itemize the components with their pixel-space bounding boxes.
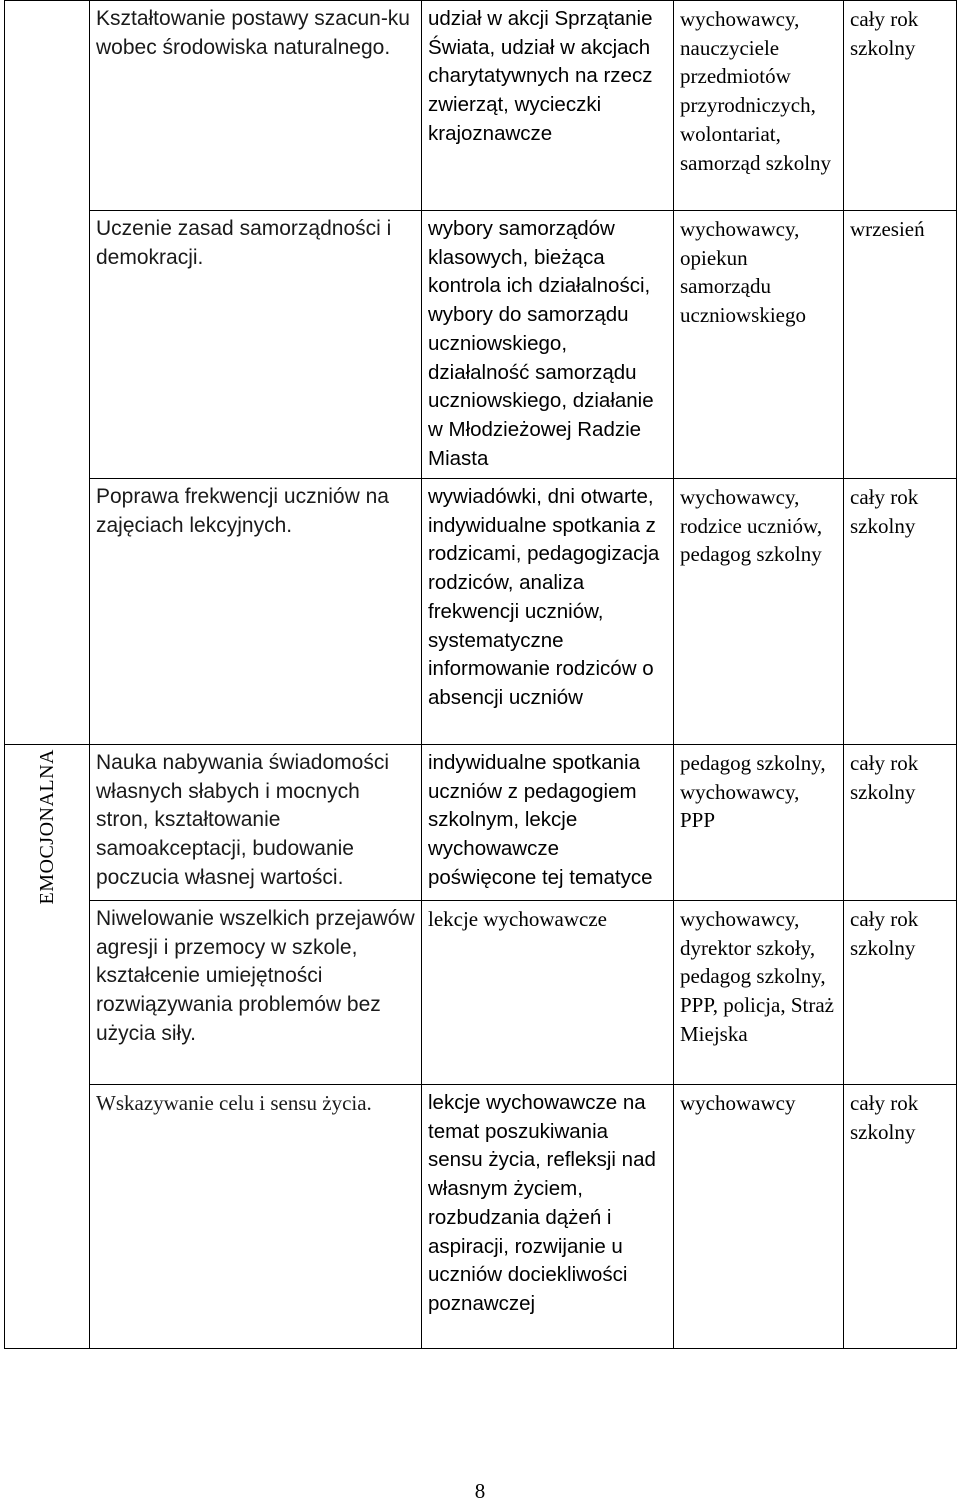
table-row <box>5 901 957 1085</box>
page-number: 8 <box>474 1479 486 1503</box>
responsible-cell: wychowawcy, rodzice uczniów, pedagog szkolny <box>674 479 844 745</box>
table-row <box>5 479 957 745</box>
table-row <box>5 211 957 479</box>
area-label: EMOCJONALNA <box>35 749 58 905</box>
table-row <box>5 745 957 901</box>
forms-cell: indywidualne spotkania uczniów z pedagogiem szkolnym, lekcje wychowawcze poświęcone tej tematyce <box>422 745 674 901</box>
responsible-cell: wychowawcy, opiekun samorządu uczniowskiego <box>674 211 844 479</box>
term-cell: cały rok szkolny <box>844 745 957 901</box>
educational-plan-table <box>4 0 957 1349</box>
area-cell-continued <box>5 479 90 745</box>
term-cell: cały rok szkolny <box>844 479 957 745</box>
term-cell: cały rok szkolny <box>844 901 957 1085</box>
responsible-cell: wychowawcy, nauczyciele przedmiotów przyrodniczych, wolontariat, samorząd szkolny <box>674 1 844 211</box>
forms-cell: wybory samorządów klasowych, bieżąca kontrola ich działalności, wybory do samorządu uczniowskiego, działalność samorządu uczniowskiego, działanie w Młodzieżowej Radzie Miasta <box>422 211 674 479</box>
goal-cell: Poprawa frekwencji uczniów na zajęciach lekcyjnych. <box>90 479 422 745</box>
responsible-cell: wychowawcy <box>674 1085 844 1349</box>
area-cell-emocjonalna <box>5 745 90 1349</box>
goal-cell: Niwelowanie wszelkich przejawów agresji i przemocy w szkole, kształcenie umiejętności rozwiązywania problemów bez użycia siły. <box>90 901 422 1085</box>
table-row <box>5 1085 957 1349</box>
term-cell: cały rok szkolny <box>844 1085 957 1349</box>
area-cell-continued <box>5 211 90 479</box>
forms-cell: wywiadówki, dni otwarte, indywidualne spotkania z rodzicami, pedagogizacja rodziców, analiza frekwencji uczniów, systematyczne informowanie rodziców o absencji uczniów <box>422 479 674 745</box>
goal-cell: Kształtowanie postawy szacun-ku wobec środowiska naturalnego. <box>90 1 422 211</box>
forms-cell: udział w akcji Sprzątanie Świata, udział w akcjach charytatywnych na rzecz zwierząt, wycieczki krajoznawcze <box>422 1 674 211</box>
forms-cell: lekcje wychowawcze <box>422 901 674 1085</box>
forms-cell: lekcje wychowawcze na temat poszukiwania sensu życia, refleksji nad własnym życiem, rozbudzania dążeń i aspiracji, rozwijanie u uczniów dociekliwości poznawczej <box>422 1085 674 1349</box>
term-cell: wrzesień <box>844 211 957 479</box>
area-cell-continued <box>5 1 90 211</box>
responsible-cell: wychowawcy, dyrektor szkoły, pedagog szkolny, PPP, policja, Straż Miejska <box>674 901 844 1085</box>
term-cell: cały rok szkolny <box>844 1 957 211</box>
goal-cell: Nauka nabywania świadomości własnych słabych i mocnych stron, kształtowanie samoakceptacji, budowanie poczucia własnej wartości. <box>90 745 422 901</box>
goal-cell: Uczenie zasad samorządności i demokracji. <box>90 211 422 479</box>
responsible-cell: pedagog szkolny, wychowawcy, PPP <box>674 745 844 901</box>
table-row <box>5 1 957 211</box>
goal-cell: Wskazywanie celu i sensu życia. <box>90 1085 422 1349</box>
